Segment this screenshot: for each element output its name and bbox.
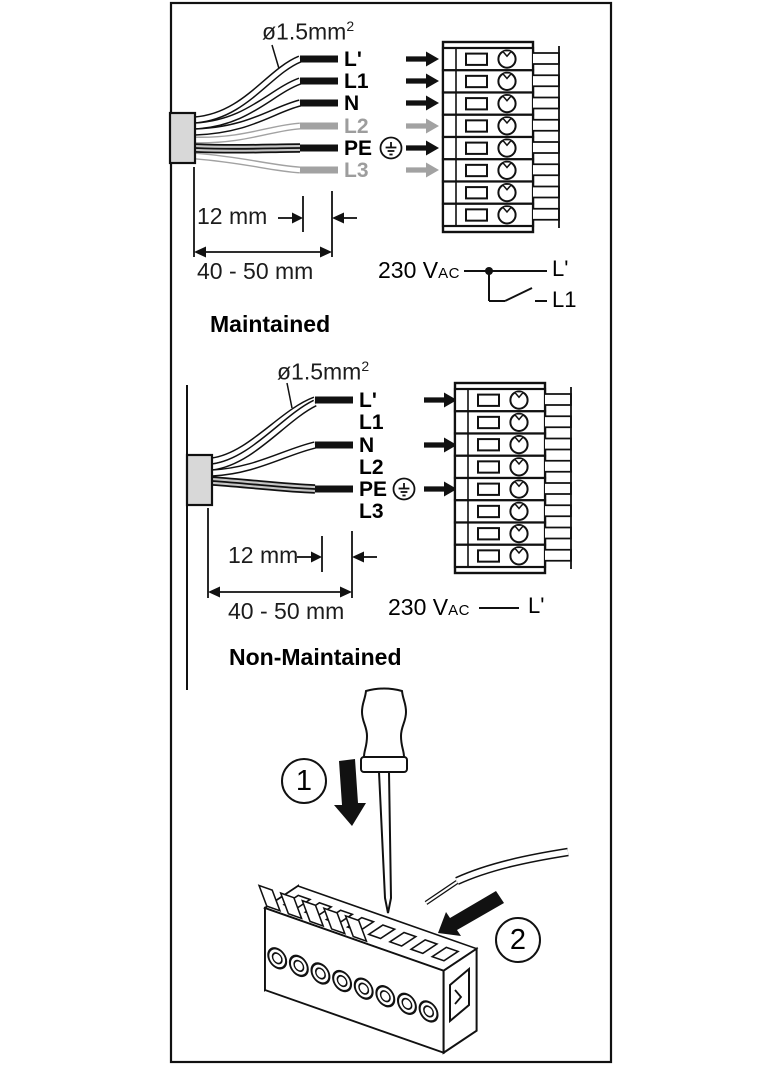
maintained-cable-icon: [170, 45, 338, 174]
maintained-feed-arrows: [406, 52, 439, 178]
wire-label-n: N: [359, 433, 375, 457]
wire-label-l2: L2: [359, 455, 384, 479]
wire-label-l3: L3: [344, 158, 369, 182]
non-maintained-supply-voltage: 230 VAC: [388, 594, 470, 620]
wire-label-l-prime: L': [359, 388, 377, 412]
step2-insert-arrow: [438, 891, 504, 936]
wire-label-pe: PE: [344, 136, 373, 160]
screwdriver-icon: [361, 689, 407, 914]
non-maintained-strip-length: 12 mm: [228, 542, 299, 568]
non-maintained-circuit-l-prime: L': [528, 593, 545, 618]
maintained-terminal-block-icon: [443, 42, 559, 232]
wire-label-l1: L1: [344, 69, 369, 93]
step1-badge: 1: [281, 758, 327, 804]
wire-label-l1: L1: [359, 410, 384, 434]
non-maintained-feed-arrows: [424, 393, 457, 497]
wire-label-l3: L3: [359, 499, 384, 523]
maintained-circuit-l1: L1: [552, 287, 577, 312]
maintained-supply-circuit: [464, 267, 547, 301]
connector-icon: [259, 885, 477, 1052]
wire-label-l2: L2: [344, 114, 369, 138]
maintained-circuit-l-prime: L': [552, 256, 569, 281]
maintained-title: Maintained: [210, 311, 331, 337]
non-maintained-title: Non-Maintained: [229, 644, 402, 670]
step2-badge: 2: [495, 917, 541, 963]
wire-label-l-prime: L': [344, 47, 362, 71]
non-maintained-sheath-length: 40 - 50 mm: [228, 598, 345, 624]
maintained-strip-length: 12 mm: [197, 203, 268, 229]
non-maintained-earth-icon: [394, 479, 415, 500]
maintained-supply-voltage: 230 VAC: [378, 257, 460, 283]
non-maintained-conductor-diameter: $ø1.5mm^2$: [277, 358, 370, 385]
maintained-earth-icon: [381, 138, 402, 159]
wire-label-pe: PE: [359, 477, 388, 501]
maintained-sheath-length: 40 - 50 mm: [197, 258, 314, 284]
non-maintained-terminal-block-icon: [455, 383, 571, 573]
wire-label-n: N: [344, 91, 360, 115]
maintained-conductor-diameter: $ø1.5mm^2$: [262, 18, 355, 45]
